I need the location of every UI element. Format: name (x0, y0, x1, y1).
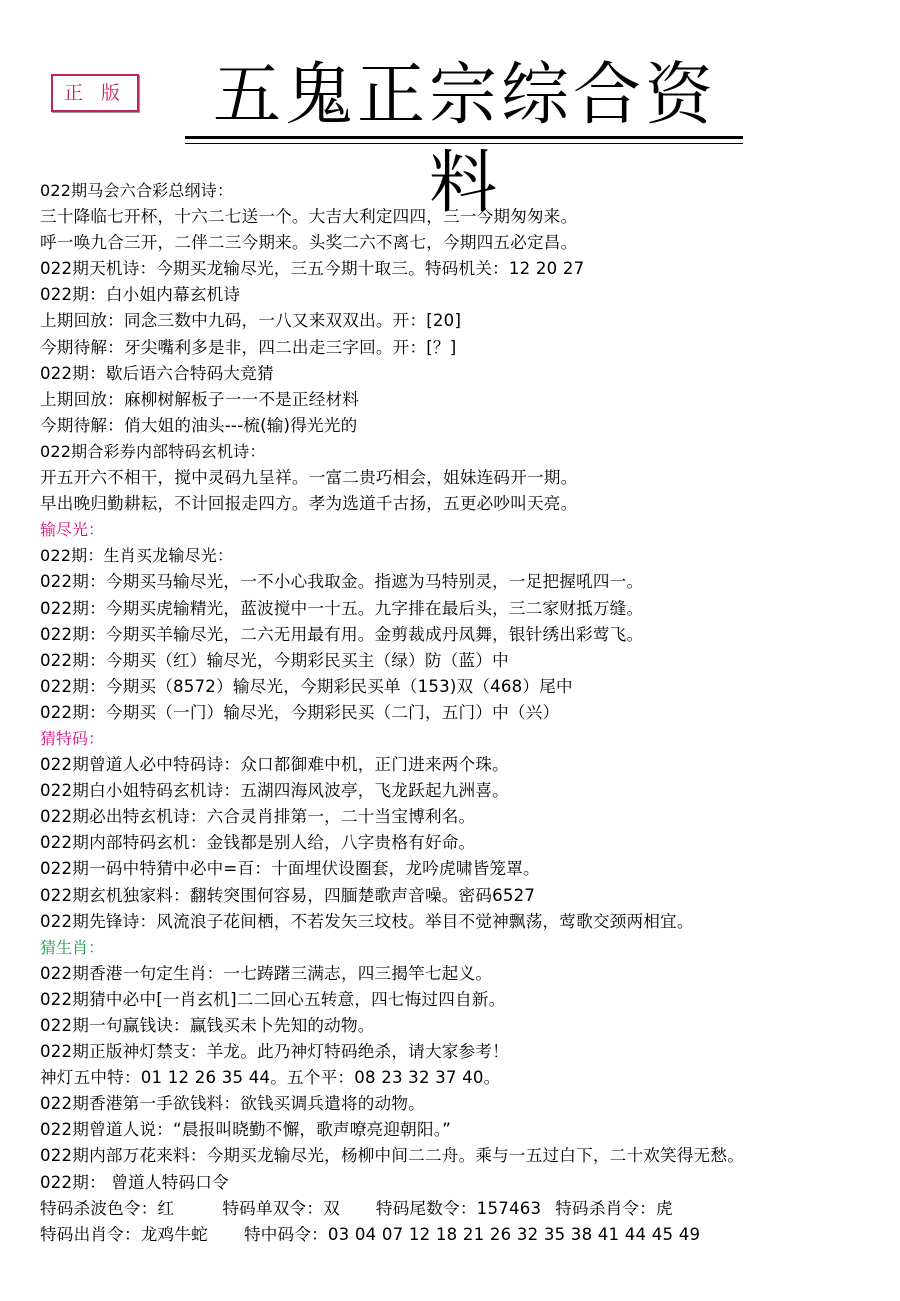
kill-color-order: 特码杀波色令：红 (40, 1198, 175, 1218)
text-line: 022期：今期买（一门）输尽光，今期彩民买（二门，五门）中（兴） (40, 702, 560, 722)
title-underline (185, 136, 743, 139)
text-line: 三十降临七开杯，十六二七送一个。大吉大利定四四，三一今期匆匆来。 (40, 207, 578, 227)
text-line: 开五开六不相干，搅中灵码九呈祥。一富二贵巧相会，姐妹连码开一期。 (40, 468, 578, 488)
text-line: 022期曾道人必中特码诗：众口都御难中机，正门进来两个珠。 (40, 755, 509, 775)
text-line: 今期待解：俏大姐的油头---梳(输)得光光的 (40, 415, 358, 435)
zodiac-out-order: 特码出肖令：龙鸡牛蛇 (40, 1224, 208, 1244)
section-heading-sx: 猜生肖： (40, 937, 105, 957)
text-line: 022期一句赢钱诀：赢钱买未卜先知的动物。 (40, 1016, 375, 1035)
text-line: 022期内部万花来料：今期买龙输尽光，杨柳中间二二舟。乘与一五过白下，二十欢笑得无愁。 (40, 1146, 745, 1166)
text-line: 上期回放：同念三数中九码，一八又来双双出。开：[20] (40, 311, 462, 331)
text-line: 今期待解：牙尖嘴利多是非，四二出走三字回。开：[？] (40, 337, 457, 357)
text-line: 022期玄机独家料：翻转突围何容易，四腼楚歌声音噪。密码6527 (40, 885, 536, 905)
text-line: 022期必出特玄机诗：六合灵肖排第一，二十当宝博利名。 (40, 807, 476, 827)
text-line: 022期马会六合彩总纲诗： (40, 181, 234, 200)
text-line: 早出晚归勤耕耘，不计回报走四方。孝为选道千古扬，五更必吵叫天亮。 (40, 494, 578, 514)
title-underline-thin (185, 143, 743, 144)
section-heading-shu: 输尽光： (40, 520, 105, 540)
text-line: 022期：今期买虎输精光，蓝波搅中一十五。九字排在最后头，三二家财抵万缝。 (40, 598, 644, 618)
text-line: 022期香港第一手欲钱料：欲钱买调兵遣将的动物。 (40, 1094, 425, 1114)
text-line: 022期一码中特猜中必中=百：十面埋伏设圈套，龙吟虎啸皆笼罩。 (40, 859, 540, 879)
text-line: 022期： 曾道人特码口令 (40, 1172, 229, 1192)
hit-numbers-order: 特中码令：03 04 07 12 18 21 26 32 35 38 41 44 45 49 (243, 1224, 701, 1244)
kill-zodiac-order: 特码杀肖令：虎 (555, 1198, 673, 1218)
odd-even-order: 特码单双令：双 (222, 1198, 340, 1218)
text-line: 022期：生肖买龙输尽光： (40, 546, 234, 566)
text-line: 022期：今期买（8572）输尽光，今期彩民买单（153)双（468）尾中 (40, 676, 573, 696)
text-line: 022期：白小姐内幕玄机诗 (40, 285, 241, 305)
text-line: 022期曾道人说：“晨报叫晓勤不懈，歌声嘹亮迎朝阳。” (40, 1120, 452, 1140)
footer-row-2 (40, 1222, 890, 1248)
text-line: 022期：歇后语六合特码大竞猜 (40, 363, 274, 383)
document-body (40, 178, 890, 1248)
text-line: 022期猜中必中[一肖玄机]二二回心五转意，四七悔过四自新。 (40, 989, 506, 1009)
page-title: 五鬼正宗综合资料 (212, 56, 717, 223)
text-line: 022期：今期买羊输尽光，二六无用最有用。金剪裁成丹凤舞，银针绣出彩莺飞。 (40, 624, 644, 644)
text-line: 022期：今期买（红）输尽光，今期彩民买主（绿）防（蓝）中 (40, 650, 509, 670)
text-line: 022期香港一句定生肖：一七踌躇三满志，四三揭竿七起义。 (40, 963, 493, 983)
text-line: 神灯五中特：01 12 26 35 44。五个平：08 23 32 37 40。 (40, 1068, 501, 1088)
text-line: 上期回放：麻柳树解板子一一不是正经材料 (40, 389, 360, 409)
text-line: 022期：今期买马输尽光，一不小心我取金。指遮为马特别灵，一足把握吼四一。 (40, 572, 644, 592)
section-heading-te: 猜特码： (40, 728, 105, 748)
text-line: 022期先锋诗：风流浪子花间栖，不若发矢三坟枝。举目不觉神飘荡，莺歌交颈两相宜。 (40, 911, 694, 931)
text-line: 022期合彩券内部特码玄机诗： (40, 441, 266, 461)
edition-badge: 正 版 (51, 74, 139, 112)
text-line: 022期正版神灯禁支：羊龙。此乃神灯特码绝杀，请大家参考！ (40, 1042, 509, 1062)
text-line: 022期天机诗：今期买龙输尽光，三五今期十取三。特码机关：12 20 27 (40, 259, 585, 279)
text-line: 呼一唤九合三开，二伴二三今期来。头奖二六不离七，今期四五必定昌。 (40, 233, 578, 253)
footer-row-1 (40, 1196, 890, 1222)
text-line: 022期白小姐特码玄机诗：五湖四海风波亭，飞龙跃起九洲喜。 (40, 781, 509, 801)
text-line: 022期内部特码玄机：金钱都是别人给，八字贵格有好命。 (40, 833, 476, 853)
tail-number-order: 特码尾数令：157463 (375, 1198, 542, 1218)
